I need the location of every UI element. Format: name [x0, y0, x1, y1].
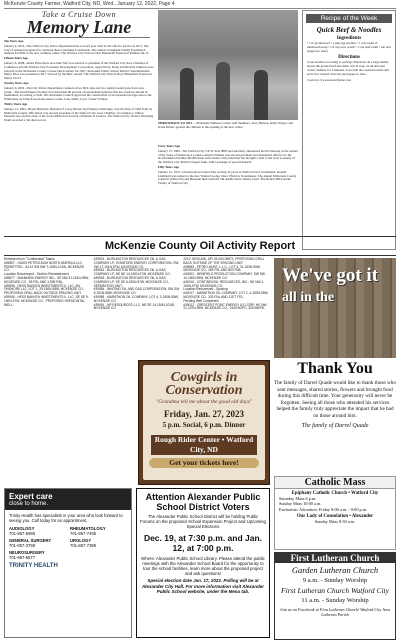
cowgirls-event-ad — [138, 360, 270, 485]
specialty-item — [9, 538, 66, 548]
cowgirls-time: 5 p.m. Social, 6 p.m. Dinner — [162, 421, 246, 429]
forty-years-text: January 13, 1982...The Watford City V.F.W. Post 9885 and Auxiliary announced Kevin Nestong as the winner of the Voice of Democracy Contest. Angela Whelan was elected president and designated officers for the North Dakota Weather Modification Association. Oil production has brought a shot to the local economy of the Watford City district's largest bank, with a package of special hazards. — [158, 148, 298, 165]
memory-lane-body — [4, 40, 154, 123]
recipe-credit: Courtesy of www.tasteofhome.com — [307, 77, 352, 82]
thirty-years-text: January 13, 1992...Bryan Henricks, husband of Corey Brown and Wesley Lillebridge, vote the help of 1993 from its McKenzie County. Phil Olson was elected president of the Watford City Area Chamber of Commerce. Timon Stenseth was elected chair of the Social Historical Society of Historical Leaders. The Watford City Wolves Wrestling Team recorded a 3rd dual record. — [4, 106, 154, 123]
specialty-name: AUDIOLOGY — [9, 526, 35, 532]
directions-heading: Directions — [338, 55, 360, 61]
school-notice-details: Where: Alexander Public School Library. Please attend the public meetings with the Alexander School Board for the opportunity to tour the school facilities, learn more about the proposed project and ask questions! — [141, 555, 265, 577]
fifteen-years-text: January 9, 2008...Dawn Hosecheck and Janie Naf were elected to president of the Watford City Area Chamber of Commerce and the Watford City Economic Development Corporation, respectively. Kraig and Richard Johnson were selected as the McKenzie County Conservation winner for 2007. Alexander Public School District Superintendent Marty Elias was presented with a "Sacred by the Bell" Award. The Watford City Wolves Boys Basketball Team beat Surrey 64-33. — [4, 60, 154, 81]
lutheran-footer: Join us on Facebook at First Lutheran Church/ Watford City Area Lutheran Parish — [279, 607, 391, 617]
divider — [8, 37, 150, 38]
specialty-item — [70, 538, 127, 548]
memory-lane-continued — [158, 145, 298, 245]
thank-you-signature: The family of Darrel Quade — [301, 422, 369, 429]
school-notice-dates: Dec. 19, at 7:30 p.m. and Jan. 12, at 7:00 p.m. — [143, 532, 263, 553]
catholic-church-2: Our Lady of Consolation • Alexander — [296, 514, 374, 520]
trinity-health-logo: TRINITY HEALTH — [9, 563, 58, 570]
ten-years-heading: Ten Years Ago — [4, 39, 24, 43]
specialty-phone[interactable]: 701-857-7495 — [70, 531, 97, 537]
thank-you-body: The family of Darrel Quade would like to thank those who sent messages, shared stories, flowers and brought food during this difficult time. Your generosity will never be forgotten. Seeing all those who attended his services helped the family truly appreciate the impact that he had on those around him. — [274, 380, 396, 419]
throwback-photo — [158, 10, 298, 120]
ingredients-text: • 1 lb ground beef • 1 pkg egg noodles • 1 can cream of mushroom soup • 1/2 cup sour cream • 1 cup beef broth • salt and pepper (to taste) — [307, 41, 391, 53]
school-notice-title: Attention Alexander Public School District Voters — [145, 492, 261, 512]
lutheran-subtitle: Garden Lutheran Church — [291, 565, 379, 575]
catholic-saturday: Saturday Mass 6 p.m. — [279, 496, 317, 501]
caption-heading: THROWBACK TO 2012 — [158, 121, 193, 125]
specialty-name: GENERAL SURGERY — [9, 538, 52, 544]
ingredients-heading: Ingredients — [336, 36, 362, 41]
catholic-sunday: Sunday Mass 10:00 a.m. — [279, 501, 322, 507]
specialty-name: UROLOGY — [70, 538, 92, 544]
lutheran-time-2: 11 a.m. - Sunday Worship — [301, 597, 369, 604]
catholic-title: Catholic Mass — [275, 477, 395, 489]
thank-you-title: Thank You — [297, 360, 373, 377]
photo-person — [180, 68, 194, 120]
memory-lane-title-large: Memory Lane — [26, 17, 132, 37]
specialty-phone[interactable]: 701-857-5986 — [9, 531, 36, 537]
cowgirls-subtitle: "Grandma tell me about the good old days" — [155, 399, 253, 405]
forty-years-heading: Forty Years Ago — [158, 144, 181, 148]
specialty-name: NEUROSURGERY — [9, 550, 45, 556]
photo-caption — [158, 122, 298, 142]
thirty-years-heading: Thirty Years Ago — [4, 101, 28, 106]
specialty-item — [9, 550, 66, 560]
page-header: McKenzie County Farmer, Watford City, ND, Wed., January 12, 2022, Page 4 — [4, 1, 396, 9]
expert-care-header — [5, 489, 131, 510]
catholic-adoration: Eucharistic Adoration: Friday 8:00 a.m. - 9:00 p.m. — [279, 506, 368, 512]
lutheran-church-listing — [274, 552, 396, 640]
school-notice-intro: The Alexander Public School District will be holding Public Forums on the proposed School Expansion Project and Upcoming Special Elections — [140, 514, 266, 530]
photo-person — [254, 70, 268, 120]
catholic-mass-listing — [274, 476, 396, 550]
twenty-years-heading: Twenty Years Ago — [4, 80, 29, 85]
thank-you-notice — [274, 360, 396, 472]
promo-banner — [274, 258, 396, 358]
promo-line-2: all in the — [282, 290, 335, 305]
oil-activity-column-1: Released from "Confidential" Status #39857 - OASIS PETROLEUM NORTH AMERICA LLC, PERMITTED - 54.42 SW NW 7-150N-101W, MCKENZIE CO. Location Resurveyed - Section Reinstatement #39877 - MANMARK ENERGY INC., SE NW 31-151N-99W, MCKENZIE CO., 95 FSL AND 1,555 FWL. #39898 - HESS BAKKEN INVESTMENTS II, LLC, AN ONSHORE LLC, LOT 1, 29-150N-98W, MCKENZIE CO., PROPOSING DRILL BACK OUTSIDE SPACING UNIT. #39906 - HESS BAKKEN INVESTMENTS II, LLC, SE SE 9-150N-97W, MCKENZIE CO., PROPOSED HORIZONTAL WELL. — [4, 257, 89, 307]
specialty-phone[interactable]: 701-857-5877 — [9, 555, 36, 561]
get-tickets-button[interactable]: Get your tickets here! — [149, 458, 259, 468]
specialty-phone[interactable]: 701-857-7396 — [70, 543, 97, 549]
fifty-years-heading: Fifty Years Ago — [158, 164, 179, 169]
lutheran-subtitle-2: First Lutheran Church Watford City — [281, 586, 389, 595]
specialty-grid — [5, 526, 131, 560]
catholic-church-1: Epiphany Catholic Church • Watford City — [291, 491, 379, 496]
lutheran-title: First Lutheran Church — [275, 553, 395, 563]
trinity-health-ad — [4, 488, 132, 638]
recipe-badge: Recipe of the Week — [306, 14, 392, 23]
oil-activity-column-3: 2212' GROUND, API 33-053-09872, PROPOSING DRILL BACK OUTSIDE OF THE SPACING UNIT. #39995 - PETRO-HUNT, L.L.C., LOT 4, 31-153N-95W, MCKENZIE CO., 269 FSL AND 800 FWL. #40002 - NEWFIELD PRODUCTION COMPANY, SW SW 10-150N-99W, MCKENZIE CO. #40016 - CONTINENTAL RESOURCES, INC., NE NW 2-150N-97W, MCKENZIE CO. Location Resurveyed - Spacing #40017 - MARATHON OIL COMPANY, LOT 2, 4-150N-95W, MCKENZIE CO., 333 FNL AND 1,877 FEL. Pending Well Completed #39012 - CRESCENT POINT ENERGY US CORP, NE NW 21-157N-99W, MCKENZIE CO., 2430 BOPD, 300 BWPD. — [183, 257, 269, 311]
school-district-notice — [136, 488, 270, 638]
expert-care-subtitle: close to home. — [9, 501, 49, 507]
ten-years-text: January 9, 2012...The Watford City Police Department had a record year with 6,163 calls for service in 2011. The City of Arnegard prepared to celebrate their Centennial Celebration. The Gilbert Josephson Family Foundation donated $12,000 to the new wellness center. The Watford City Wolves Girls Basketball Team beat Killdeer 64-17. — [4, 43, 150, 56]
lutheran-time-1: 9 a.m. - Sunday Worship — [302, 577, 368, 584]
photo-person — [216, 62, 230, 120]
twenty-years-text: January 9, 2002...The City Police Department conducted two DUI, gun and two spring loaded guns from area youth... The North Dakota Poultry Fed stated that 90 percent of respondents believed that low reserves should be maintained, according to Seth. The Alexander Council approved the construction of an expanded storage area to the Wilderness on Church boom the senior rooms. Lane Tuttle, Lyon "Lions" Fitness. — [4, 85, 152, 102]
cowgirls-date: Friday, Jan. 27, 2023 — [163, 409, 244, 419]
expert-care-body: Trinity Health has specialists in your area who look forward to seeing you. Call today for an appointment. — [9, 513, 123, 524]
specialty-item — [9, 526, 66, 536]
oil-activity-title: McKenzie County Oil Activity Report — [4, 236, 396, 256]
school-notice-special: Special election date Jan. 17, 2022. Polling will be at Alexander City Hall. For more information visit Alexander Public School website, under the Mena tab. — [141, 578, 265, 595]
cowgirls-title: Cowgirls in Conservation — [165, 370, 243, 398]
promo-line-1: We've got it — [282, 265, 379, 286]
directions-text: Cook noodles according to package directions. In a large skillet, brown the ground beef and drain. Stir in soup, broth and sour cream. Simmer for 5 minutes. Toss with the cooked noodles and serve hot. Season with salt and pepper to taste. — [307, 60, 389, 76]
expert-care-title: Expert care — [9, 492, 53, 501]
oil-activity-column-2: #39931 - BURLINGTON RESOURCES OIL & GAS COMPANY LP, STANFORD ENERGY CORPORATION, SW SW 17-151N-97W, MCKENZIE CO. #39942 - BURLINGTON RESOURCES OIL & GAS COMPANY LP, NE NE 14-150N-97W, MCKENZIE CO. #39953 - BURLINGTON RESOURCES OIL & GAS COMPANY LP, SE SE 5-150N-97W, MCKENZIE CO., SEPARATION UNIT. #39984 - WHITING OIL AND GAS CORPORATION, SW SW 8-152N-98W, MCKENZIE CO. #39985 - MARATHON OIL COMPANY, LOT 4, 3-150N-95W, MCKENZIE CO. #39991 - NP RESOURCES, LLC, NE SE 14-150N-101W, MCKENZIE CO. — [93, 257, 180, 311]
specialty-name: RHEUMATOLOGY — [70, 526, 106, 532]
recipe-box — [302, 10, 396, 250]
catholic-sunday-2: Sunday Mass 8:30 a.m. — [314, 519, 356, 525]
cowgirls-venue: Rough Rider Center • Watford City, ND — [151, 435, 257, 455]
cowgirls-ad-panel — [143, 365, 265, 480]
recipe-title: Quick Beef & Noodles — [316, 26, 382, 34]
fifty-years-text: January 12, 1972...Clarence Ross retired after serving 24 years as Watford City's Postmaster. Donald Lindblom was named to the new Watford Lodge. Dave Pfleid as Scoutmaster. The annual McKenzie County Carnival (Eintracht) and Pheasant hunt team the Ski Amble Snow Nature event. The Robert Hill Gunder Family of Watford City. — [158, 169, 297, 186]
specialty-item — [70, 526, 127, 536]
fifteen-years-heading: Fifteen Years Ago — [4, 56, 28, 61]
memory-lane-title-small: Take a Cruise Down — [41, 10, 117, 19]
memory-lane-column — [4, 10, 154, 240]
specialty-phone[interactable]: 701-857-3798 — [9, 543, 36, 549]
caption-text: ... McKenzie Wellness Center staff members, Jerry Hanson, Kelly Weigel, and Kasie Kliner, greeted the children at the opening of the new center. — [158, 121, 293, 129]
